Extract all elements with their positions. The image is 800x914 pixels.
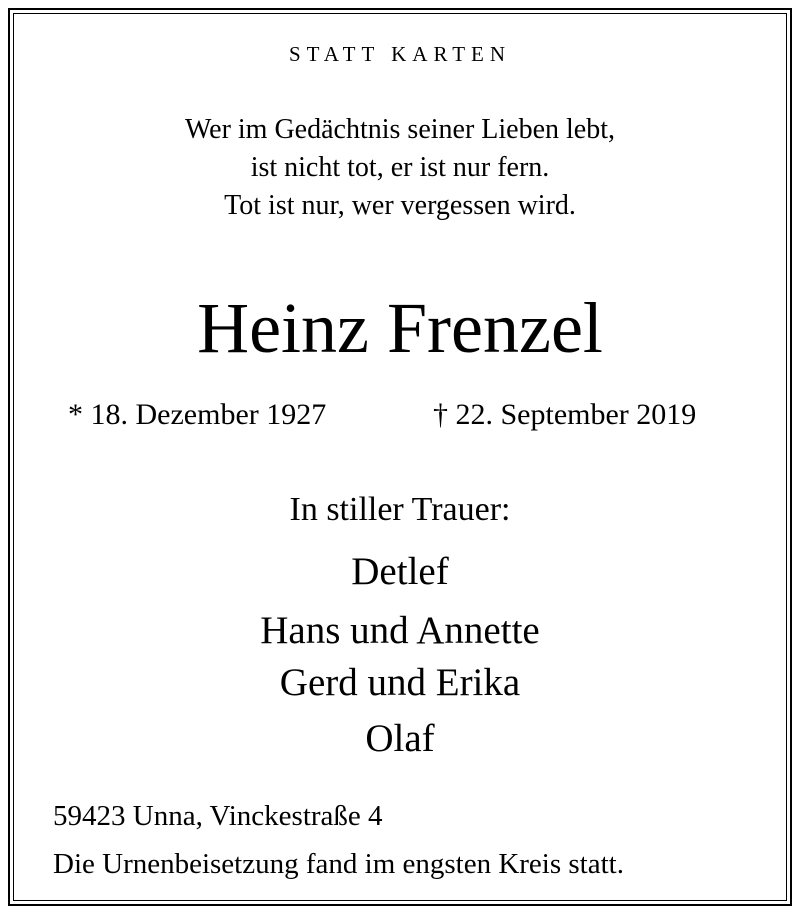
birth-date: * 18. Dezember 1927	[68, 398, 327, 431]
mourner-name: Hans und Annette	[260, 609, 540, 652]
mourner-name: Detlef	[351, 550, 449, 593]
family-address: 59423 Unna, Vinckestraße 4	[53, 800, 383, 832]
mourning-label: In stiller Trauer:	[289, 491, 511, 528]
death-date: † 22. September 2019	[433, 398, 697, 431]
mourner-name: Olaf	[365, 717, 435, 760]
quote-line-1: Wer im Gedächtnis seiner Lieben lebt,	[184, 114, 616, 145]
quote-line-2: ist nicht tot, er ist nur fern.	[250, 152, 550, 183]
inner-border	[13, 13, 787, 901]
quote-line-3: Tot ist nur, wer vergessen wird.	[224, 190, 576, 221]
notice-header: STATT KARTEN	[288, 42, 512, 66]
deceased-name: Heinz Frenzel	[197, 288, 603, 368]
mourner-name: Gerd und Erika	[279, 661, 521, 704]
burial-note: Die Urnenbeisetzung fand im engsten Kreis statt.	[53, 848, 624, 880]
